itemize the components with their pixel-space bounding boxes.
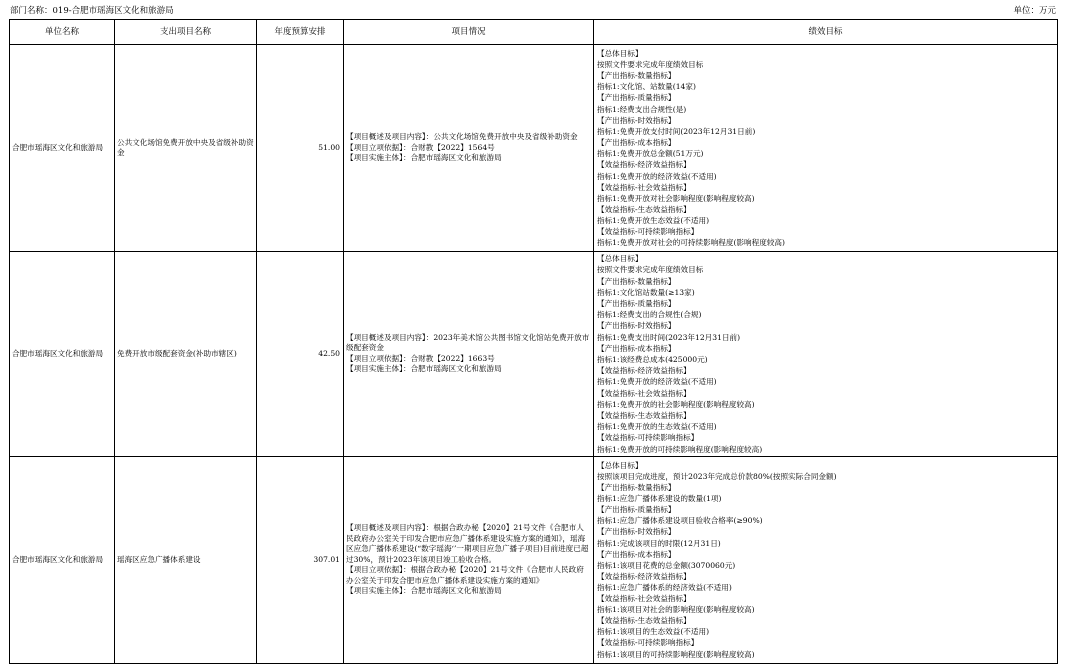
goal-line: 【产出指标-时效指标】	[597, 527, 676, 537]
project-cell: 免费开放市级配套资金(补助市辖区)	[115, 252, 257, 456]
goal-line: 按照文件要求完成年度绩效目标	[597, 265, 704, 275]
goal-line: 指标1:经费支出合规性(是)	[597, 104, 687, 114]
goal-line: 指标1:免费开放对社会影响程度(影响程度较高)	[597, 193, 755, 203]
goal-line: 【产出指标-数量指标】	[597, 276, 676, 286]
budget-cell: 307.01	[257, 456, 344, 663]
goal-line: 【总体目标】	[597, 48, 643, 58]
goal-line: 指标1:应急广播体系建设的数量(1项)	[597, 494, 722, 504]
goal-line: 指标1:文化馆、站数量(14家)	[597, 82, 696, 92]
goal-line: 指标1:应急广播体系的经济效益(不适用)	[597, 582, 732, 592]
column-header-goals: 绩效目标	[594, 20, 1058, 45]
budget-cell: 51.00	[257, 45, 344, 252]
goal-line: 指标1:经费支出的合规性(合规)	[597, 310, 702, 320]
column-header-project: 支出项目名称	[115, 20, 257, 45]
goal-line: 【产出指标-质量指标】	[597, 298, 676, 308]
goal-line: 【效益指标-社会效益指标】	[597, 594, 691, 604]
project-cell: 公共文化场馆免费开放中央及省级补助资金	[115, 45, 257, 252]
goal-line: 指标1:免费开放的社会影响程度(影响程度较高)	[597, 399, 755, 409]
goal-line: 【效益指标-社会效益指标】	[597, 182, 691, 192]
goal-line: 【效益指标-可持续影响指标】	[597, 433, 699, 443]
unit-cell: 合肥市瑶海区文化和旅游局	[10, 456, 115, 663]
situation-cell	[344, 252, 594, 456]
column-header-situation: 项目情况	[344, 20, 594, 45]
goal-line: 指标1:该项目的生态效益(不适用)	[597, 627, 710, 637]
table-row	[10, 456, 1058, 663]
table-header-row	[10, 20, 1058, 45]
goal-line: 按照文件要求完成年度绩效目标	[597, 59, 704, 69]
goal-line: 指标1:该项目花费的总金额(3070060元)	[597, 560, 736, 570]
goal-line: 【产出指标-时效指标】	[597, 115, 676, 125]
unit-cell: 合肥市瑶海区文化和旅游局	[10, 45, 115, 252]
situation-subject: 【项目实施主体】：合肥市瑶海区文化和旅游局	[346, 586, 502, 596]
goal-line: 【效益指标-生态效益指标】	[597, 205, 691, 214]
goal-line: 指标1:该项目对社会的影响程度(影响程度较高)	[597, 605, 755, 615]
goal-line: 指标1:免费支出时间(2023年12月31日前)	[597, 332, 741, 342]
goal-line: 【产出指标-时效指标】	[597, 321, 676, 331]
department-name: 部门名称：019-合肥市瑶海区文化和旅游局	[10, 6, 174, 16]
unit-cell: 合肥市瑶海区文化和旅游局	[10, 252, 115, 456]
budget-cell: 42.50	[257, 252, 344, 456]
goal-line: 按照该项目完成进度，预计2023年完成总价款80%(按照实际合同金额)	[597, 472, 837, 482]
goal-line: 指标1:免费开放对社会的可持续影响程度(影响程度较高)	[597, 238, 785, 248]
table-row	[10, 252, 1058, 456]
goal-line: 【产出指标-成本指标】	[597, 549, 676, 559]
goals-cell	[594, 456, 1058, 663]
goal-line: 【总体目标】	[597, 254, 643, 264]
situation-basis: 【项目立项依据】：合财教【2022】1663号	[346, 353, 495, 363]
goal-line: 【效益指标-经济效益指标】	[597, 571, 691, 581]
goal-line: 【效益指标-生态效益指标】	[597, 616, 691, 626]
goal-line: 【效益指标-生态效益指标】	[597, 411, 691, 420]
situation-overview: 【项目概述及项目内容】：2023年美术馆公共图书馆文化馆站免费开放市级配套资金	[346, 332, 590, 353]
goal-line: 指标1:免费开放的经济效益(不适用)	[597, 171, 717, 181]
project-cell: 瑶海区应急广播体系建设	[115, 456, 257, 663]
performance-table	[9, 19, 1058, 664]
goal-line: 【效益指标-经济效益指标】	[597, 366, 691, 376]
goal-line: 指标1:免费开放的经济效益(不适用)	[597, 377, 717, 387]
goal-line: 指标1:完成该项目的时限(12月31日)	[597, 538, 721, 548]
goals-cell	[594, 252, 1058, 456]
situation-cell	[344, 45, 594, 252]
situation-cell	[344, 456, 594, 663]
goal-line: 【产出指标-数量指标】	[597, 483, 676, 493]
situation-subject: 【项目实施主体】：合肥市瑶海区文化和旅游局	[346, 364, 502, 374]
goal-line: 指标1:应急广播体系建设项目验收合格率(≥90%)	[597, 516, 763, 526]
situation-basis: 【项目立项依据】：合财教【2022】1564号	[346, 142, 495, 152]
goal-line: 【产出指标-成本指标】	[597, 343, 676, 353]
situation-basis: 【项目立项依据】：根据合政办秘【2020】21号文件《合肥市人民政府办公室关于印发合肥市应急广播体系建设实施方案的通知》	[346, 565, 584, 585]
goal-line: 指标1:免费开放的生态效益(不适用)	[597, 422, 717, 432]
goal-line: 指标1:免费开放的可持续影响程度(影响程度较高)	[597, 444, 763, 454]
table-row	[10, 45, 1058, 252]
goal-line: 【产出指标-成本指标】	[597, 138, 676, 148]
goal-line: 指标1:文化馆站数量(≥13家)	[597, 287, 695, 297]
goal-line: 指标1:该项目的可持续影响程度(影响程度较高)	[597, 649, 755, 659]
goal-line: 指标1:免费开放总金额(51万元)	[597, 149, 704, 159]
goal-line: 指标1:该经费总成本(425000元)	[597, 354, 708, 364]
goal-line: 【效益指标-经济效益指标】	[597, 160, 691, 170]
goal-line: 指标1:免费开放生态效益(不适用)	[597, 216, 710, 226]
report-header	[10, 5, 1056, 17]
goal-line: 指标1:免费开放支付时间(2023年12月31日前)	[597, 126, 756, 136]
column-header-unit: 单位名称	[10, 20, 115, 45]
goal-line: 【效益指标-可持续影响指标】	[597, 638, 699, 648]
goals-cell	[594, 45, 1058, 252]
goal-line: 【效益指标-可持续影响指标】	[597, 227, 699, 237]
goal-line: 【产出指标-数量指标】	[597, 71, 676, 81]
situation-overview: 【项目概述及项目内容】：公共文化场馆免费开放中央及省级补助资金	[346, 132, 578, 142]
situation-overview: 【项目概述及项目内容】：根据合政办秘【2020】21号文件《合肥市人民政府办公室关于印发合肥市应急广播体系建设实施方案的通知》，瑶海区应急广播体系建设(“数字瑶海‘’一期项目应急广播子项目)目前进度已超过30%，预计2023年该项目竣工验收合格。	[346, 523, 589, 564]
goal-line: 【产出指标-质量指标】	[597, 505, 676, 515]
goal-line: 【总体目标】	[597, 460, 643, 470]
situation-subject: 【项目实施主体】：合肥市瑶海区文化和旅游局	[346, 153, 502, 163]
column-header-budget: 年度预算安排	[257, 20, 344, 45]
unit-label: 单位：万元	[1013, 6, 1056, 16]
goal-line: 【产出指标-质量指标】	[597, 93, 676, 103]
goal-line: 【效益指标-社会效益指标】	[597, 388, 691, 398]
